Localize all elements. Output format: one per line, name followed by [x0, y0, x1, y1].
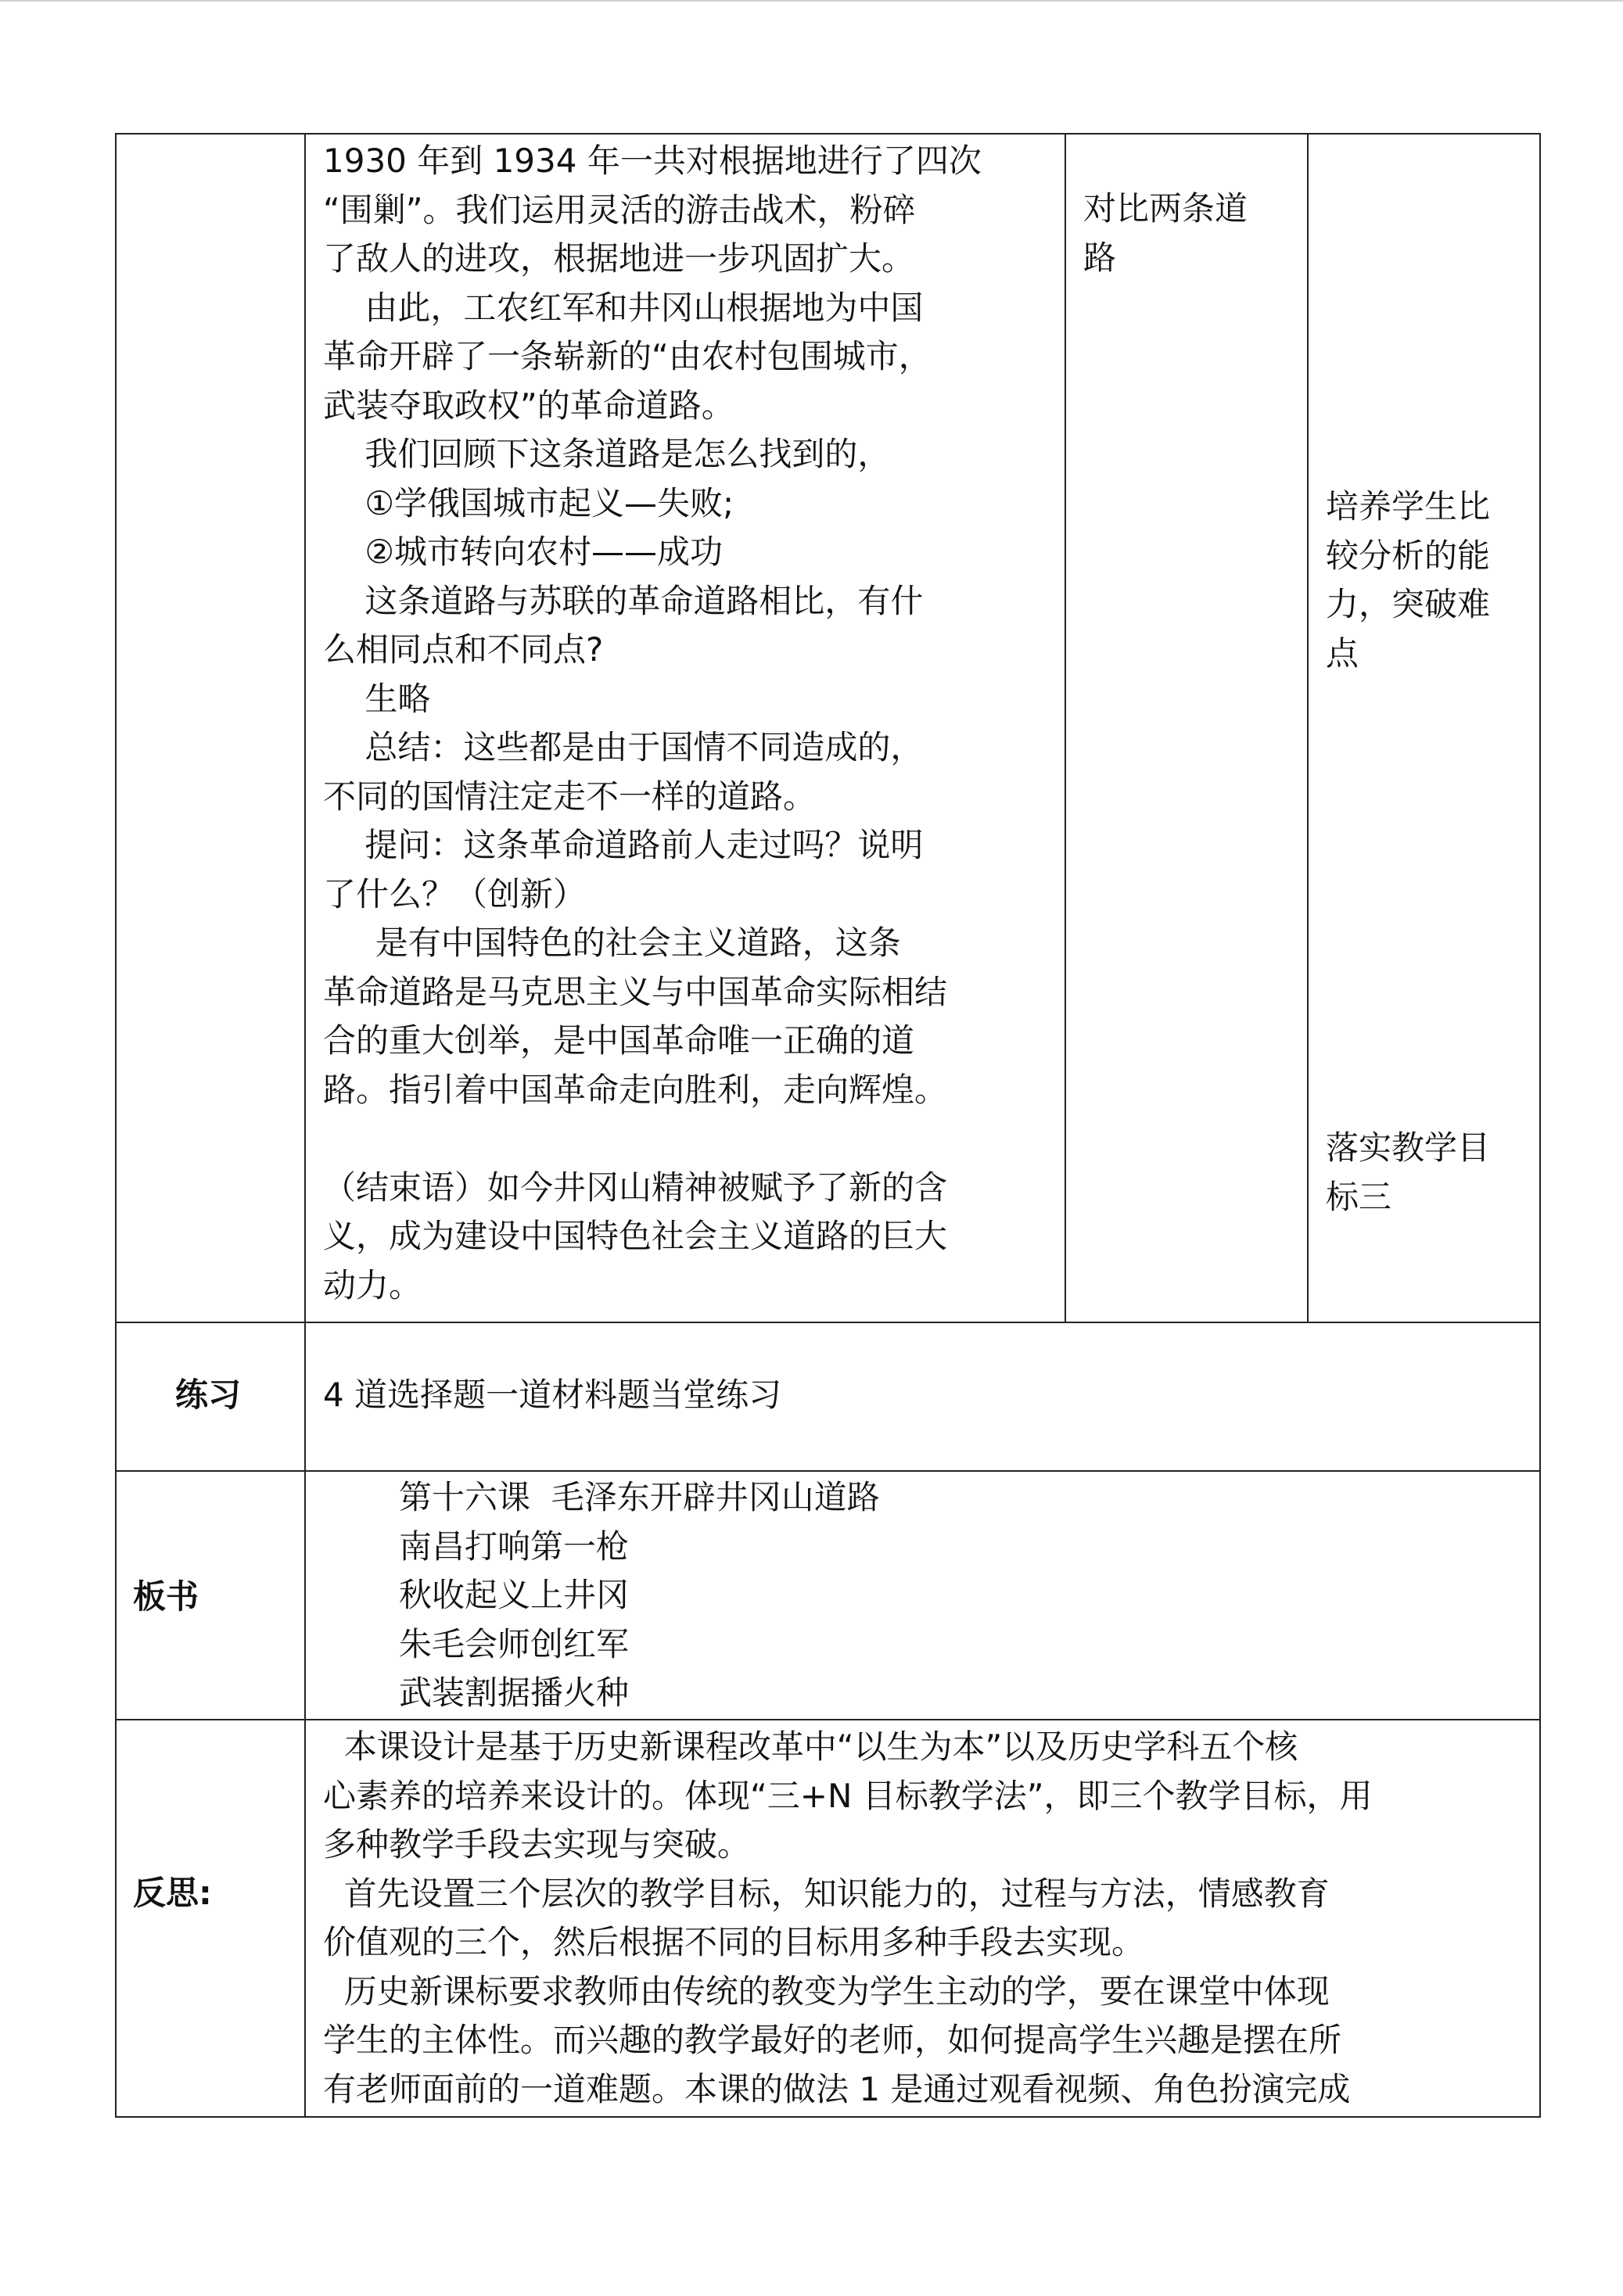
content-line: 1930 年到 1934 年一共对根据地进行了四次 [323, 142, 982, 180]
content-line: “围剿”。我们运用灵活的游击战术，粉碎 [323, 190, 916, 229]
practice-text: 4 道选择题一道材料题当堂练习 [323, 1376, 782, 1414]
content-line: 了什么？（创新） [323, 874, 587, 913]
intent-line: 落实教学目 [1326, 1128, 1491, 1167]
reflection-line: 心素养的培养来设计的。体现“三+N 目标教学法”，即三个教学目标，用 [323, 1776, 1373, 1815]
table-line-top [115, 133, 1541, 135]
board-line: 秋收起义上井冈 [399, 1576, 630, 1614]
content-line: 这条道路与苏联的革命道路相比，有什 [323, 581, 924, 620]
intent-line: 力，突破难 [1326, 585, 1491, 623]
design-intent-cell-b [1326, 1124, 1537, 1222]
intent-line: 较分析的能 [1326, 536, 1491, 575]
practice-label: 练习 [175, 1376, 242, 1414]
table-line-col3 [1065, 133, 1066, 1323]
activity-line: 对比两条道 [1083, 189, 1248, 228]
content-line: ①学俄国城市起义—失败; [323, 483, 734, 522]
content-line [323, 1114, 1062, 1164]
content-line: 提问：这条革命道路前人走过吗？说明 [323, 826, 924, 864]
board-label: 板书 [133, 1577, 199, 1616]
content-line: 生略 [323, 679, 431, 718]
table-line-row1-bottom [115, 1322, 1541, 1323]
content-line: 革命道路是马克思主义与中国革命实际相结 [323, 972, 948, 1011]
reflection-line: 本课设计是基于历史新课程改革中“以生为本”以及历史学科五个核 [323, 1727, 1298, 1766]
content-line: 合的重大创举，是中国革命唯一正确的道 [323, 1021, 915, 1060]
content-line: 不同的国情注定走不一样的道路。 [323, 777, 817, 816]
intent-line: 标三 [1326, 1177, 1392, 1216]
reflection-line: 多种教学手段去实现与突破。 [323, 1825, 751, 1864]
content-line: 由此，工农红军和井冈山根据地为中国 [323, 288, 924, 327]
board-line: 武装割据播火种 [399, 1674, 630, 1712]
board-line: 朱毛会师创红军 [399, 1624, 630, 1663]
content-line: 革命开辟了一条崭新的“由农村包围城市， [323, 337, 932, 375]
content-line: （结束语）如今井冈山精神被赋予了新的含 [323, 1168, 948, 1207]
content-line: ②城市转向农村——成功 [323, 533, 724, 571]
content-line: 动力。 [323, 1265, 422, 1304]
activity-line: 路 [1083, 238, 1117, 277]
table-line-label-divider [304, 133, 306, 2118]
content-line: 是有中国特色的社会主义道路，这条 [323, 924, 901, 962]
table-line-practice-bottom [115, 1470, 1541, 1472]
reflection-line: 价值观的三个，然后根据不同的目标用多种手段去实现。 [323, 1923, 1145, 1961]
reflection-line: 历史新课标要求教师由传统的教变为学生主动的学，要在课堂中体现 [323, 1971, 1330, 2011]
intent-line: 培养学生比 [1326, 487, 1491, 526]
content-line: 么相同点和不同点? [323, 630, 604, 669]
content-line: 路。指引着中国革命走向胜利，走向辉煌。 [323, 1070, 948, 1109]
table-line-col4 [1307, 133, 1309, 1323]
reflection-line: 学生的主体性。而兴趣的教学最好的老师，如何提高学生兴趣是摆在所 [323, 2021, 1342, 2059]
teaching-content-cell [323, 137, 1062, 1310]
reflection-line: 首先设置三个层次的教学目标，知识能力的，过程与方法，情感教育 [323, 1874, 1330, 1913]
board-line: 第十六课 毛泽东开辟井冈山道路 [399, 1478, 880, 1516]
table-line-left [115, 133, 117, 2118]
content-line: 义，成为建设中国特色社会主义道路的巨大 [323, 1217, 948, 1255]
table-line-right [1539, 133, 1541, 2118]
content-line: 我们回顾下这条道路是怎么找到的， [323, 435, 891, 473]
content-line: 了敌人的进攻，根据地进一步巩固扩大。 [323, 239, 915, 278]
table-line-board-bottom [115, 1719, 1541, 1720]
reflection-line: 有老师面前的一道难题。本课的做法 1 是通过观看视频、角色扮演完成 [323, 2069, 1351, 2108]
content-line: 武装夺取政权”的革命道路。 [323, 386, 734, 425]
design-intent-cell-a [1326, 483, 1537, 678]
reflection-content-cell [323, 1723, 1537, 2114]
page-top-border [0, 0, 1623, 2]
board-content-cell [399, 1473, 1525, 1718]
intent-line: 点 [1326, 633, 1359, 673]
table-line-bottom [115, 2116, 1541, 2118]
board-line: 南昌打响第一枪 [399, 1526, 630, 1566]
content-line: 总结：这些都是由于国情不同造成的， [323, 728, 924, 766]
student-activity-cell [1083, 185, 1302, 282]
reflection-label: 反思: [133, 1874, 212, 1912]
